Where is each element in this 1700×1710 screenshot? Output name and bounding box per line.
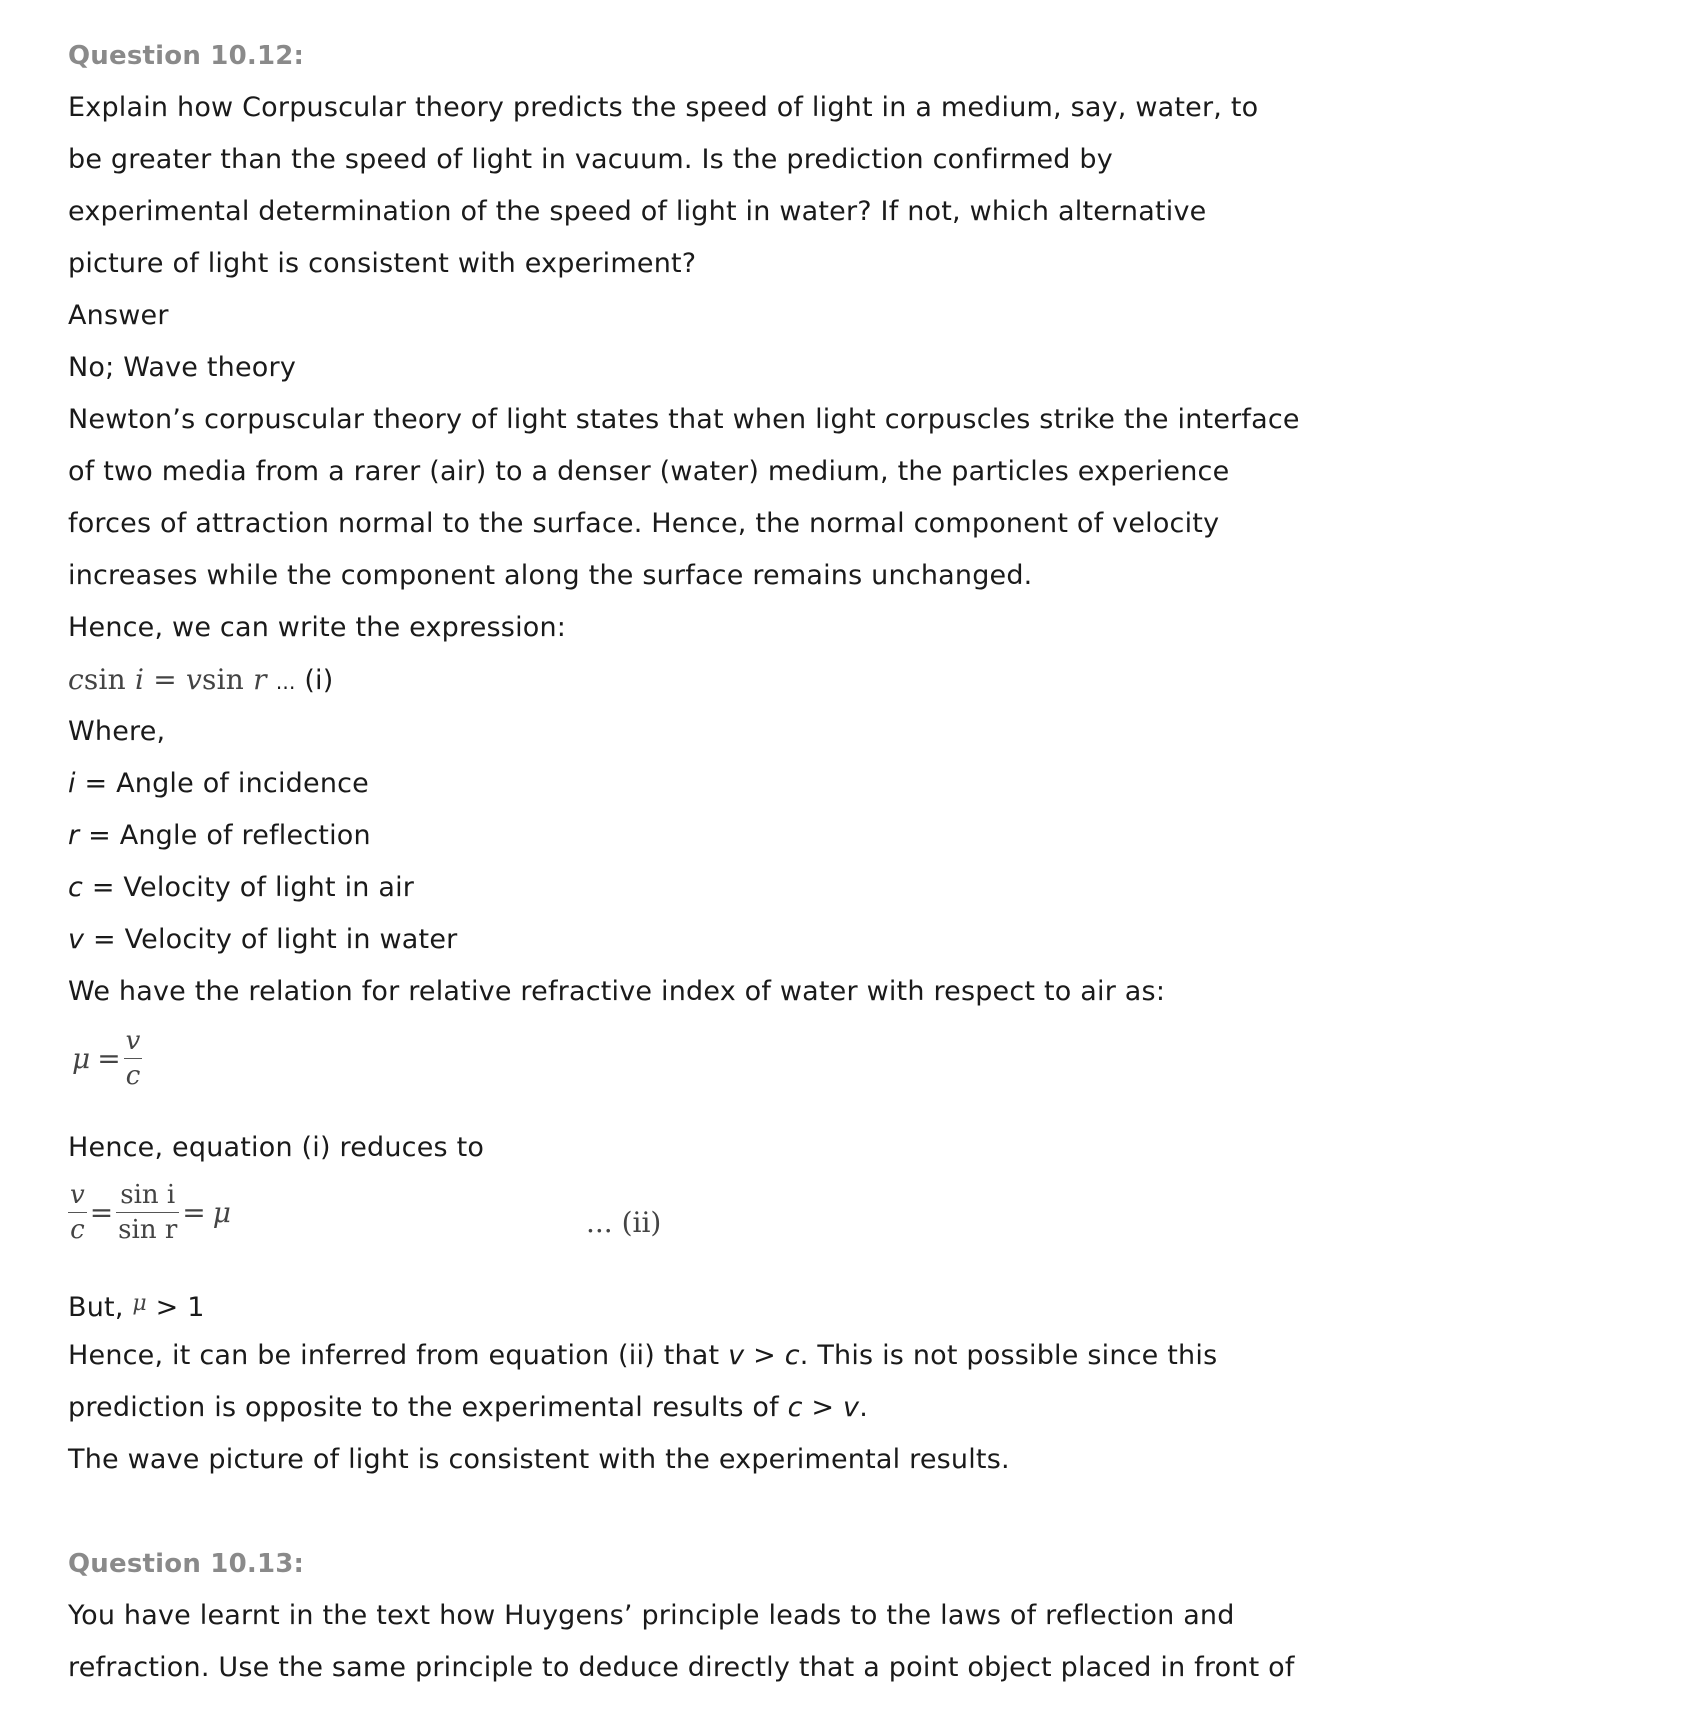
but-line — [68, 1278, 1368, 1330]
prediction-c: c — [787, 1392, 803, 1423]
but-prefix: But, — [68, 1292, 133, 1323]
definition-symbol-c: c — [68, 872, 84, 903]
eq2-equals-1: = — [89, 1196, 114, 1229]
definition-symbol-i: i — [68, 768, 76, 799]
expression-intro: Hence, we can write the expression: — [68, 612, 567, 643]
mu-fraction — [124, 1026, 143, 1091]
document-page — [68, 30, 1368, 1694]
question-12-line-4: picture of light is consistent with experiment? — [68, 248, 697, 279]
prediction-text-a: prediction is opposite to the experimental results of — [68, 1392, 788, 1423]
definition-velocity-air — [68, 862, 1368, 914]
eq1-sin-2: sin — [202, 663, 245, 696]
inferred-c: c — [784, 1340, 800, 1371]
mu-symbol: μ — [72, 1042, 91, 1075]
definition-text-r: = Angle of reflection — [79, 820, 371, 851]
prediction-gt: > — [802, 1392, 844, 1423]
question-13-heading: Question 10.13: — [68, 1549, 305, 1579]
prediction-v: v — [843, 1392, 860, 1423]
relation-intro: We have the relation for relative refractive index of water with respect to air as: — [68, 976, 1166, 1007]
inferred-line — [68, 1330, 1368, 1382]
question-12-line-2: be greater than the speed of light in vacuum. Is the prediction confirmed by — [68, 144, 1113, 175]
inferred-text-a: Hence, it can be inferred from equation (ii) that — [68, 1340, 729, 1371]
eq1-r: r — [253, 663, 267, 696]
equation-1 — [68, 654, 1368, 706]
question-12-line-3: experimental determination of the speed of light in water? If not, which alternative — [68, 196, 1207, 227]
eq1-c: c — [68, 663, 84, 696]
question-13-line-1: You have learnt in the text how Huygens’ principle leads to the laws of reflection and — [68, 1600, 1235, 1631]
definition-symbol-r: r — [68, 820, 80, 851]
eq2-tag: ... (ii) — [586, 1206, 662, 1239]
explanation-line-1: Newton’s corpuscular theory of light states that when light corpuscles strike the interface — [68, 404, 1300, 435]
conclusion-line: The wave picture of light is consistent with the experimental results. — [68, 1444, 1010, 1475]
definition-text-v: = Velocity of light in water — [84, 924, 458, 955]
definition-incidence — [68, 758, 1368, 810]
eq1-sin-1: sin — [83, 663, 126, 696]
answer-label: Answer — [68, 300, 169, 331]
answer-short: No; Wave theory — [68, 352, 296, 383]
eq2-fraction-2-numerator: sin i — [120, 1180, 176, 1210]
but-suffix: > 1 — [146, 1292, 205, 1323]
where-label: Where, — [68, 716, 166, 747]
eq2-equals-2: = — [182, 1196, 206, 1229]
inferred-v: v — [728, 1340, 745, 1371]
prediction-text-b: . — [859, 1392, 869, 1423]
eq2-fraction-2-denominator: sin r — [116, 1212, 179, 1245]
question-12-line-1: Explain how Corpuscular theory predicts the speed of light in a medium, say, water, to — [68, 92, 1259, 123]
definition-text-c: = Velocity of light in air — [83, 872, 415, 903]
question-12-heading: Question 10.12: — [68, 41, 305, 71]
explanation-line-3: forces of attraction normal to the surface. Hence, the normal component of velocity — [68, 508, 1220, 539]
reduces-line: Hence, equation (i) reduces to — [68, 1132, 485, 1163]
mu-fraction-numerator: v — [125, 1026, 141, 1056]
definition-reflection — [68, 810, 1368, 862]
eq1-dots: ... — [275, 670, 296, 694]
eq1-v: v — [186, 663, 203, 696]
eq1-i: i — [134, 663, 145, 696]
inferred-gt: > — [744, 1340, 785, 1371]
but-mu: μ — [132, 1291, 147, 1316]
section-gap — [68, 1486, 1368, 1538]
eq2-fraction-1 — [68, 1180, 87, 1245]
mu-equals: = — [97, 1042, 121, 1075]
equation-2 — [68, 1174, 1368, 1278]
explanation-line-4: increases while the component along the surface remains unchanged. — [68, 560, 1033, 591]
eq1-equals: = — [153, 663, 177, 696]
eq2-fraction-2 — [116, 1180, 179, 1245]
mu-fraction-denominator: c — [124, 1058, 143, 1091]
definition-velocity-water — [68, 914, 1368, 966]
question-13-line-2: refraction. Use the same principle to deduce directly that a point object placed in front of — [68, 1652, 1295, 1683]
mu-equation — [68, 1018, 1368, 1122]
prediction-line — [68, 1382, 1368, 1434]
eq2-fraction-1-numerator: v — [70, 1180, 85, 1210]
eq2-fraction-1-denominator: c — [68, 1212, 87, 1245]
definition-text-i: = Angle of incidence — [75, 768, 369, 799]
definition-symbol-v: v — [68, 924, 85, 955]
inferred-text-b: . This is not possible since this — [799, 1340, 1218, 1371]
explanation-line-2: of two media from a rarer (air) to a denser (water) medium, the particles experience — [68, 456, 1230, 487]
eq2-mu: μ — [212, 1196, 231, 1229]
eq1-tag: (i) — [304, 665, 334, 696]
